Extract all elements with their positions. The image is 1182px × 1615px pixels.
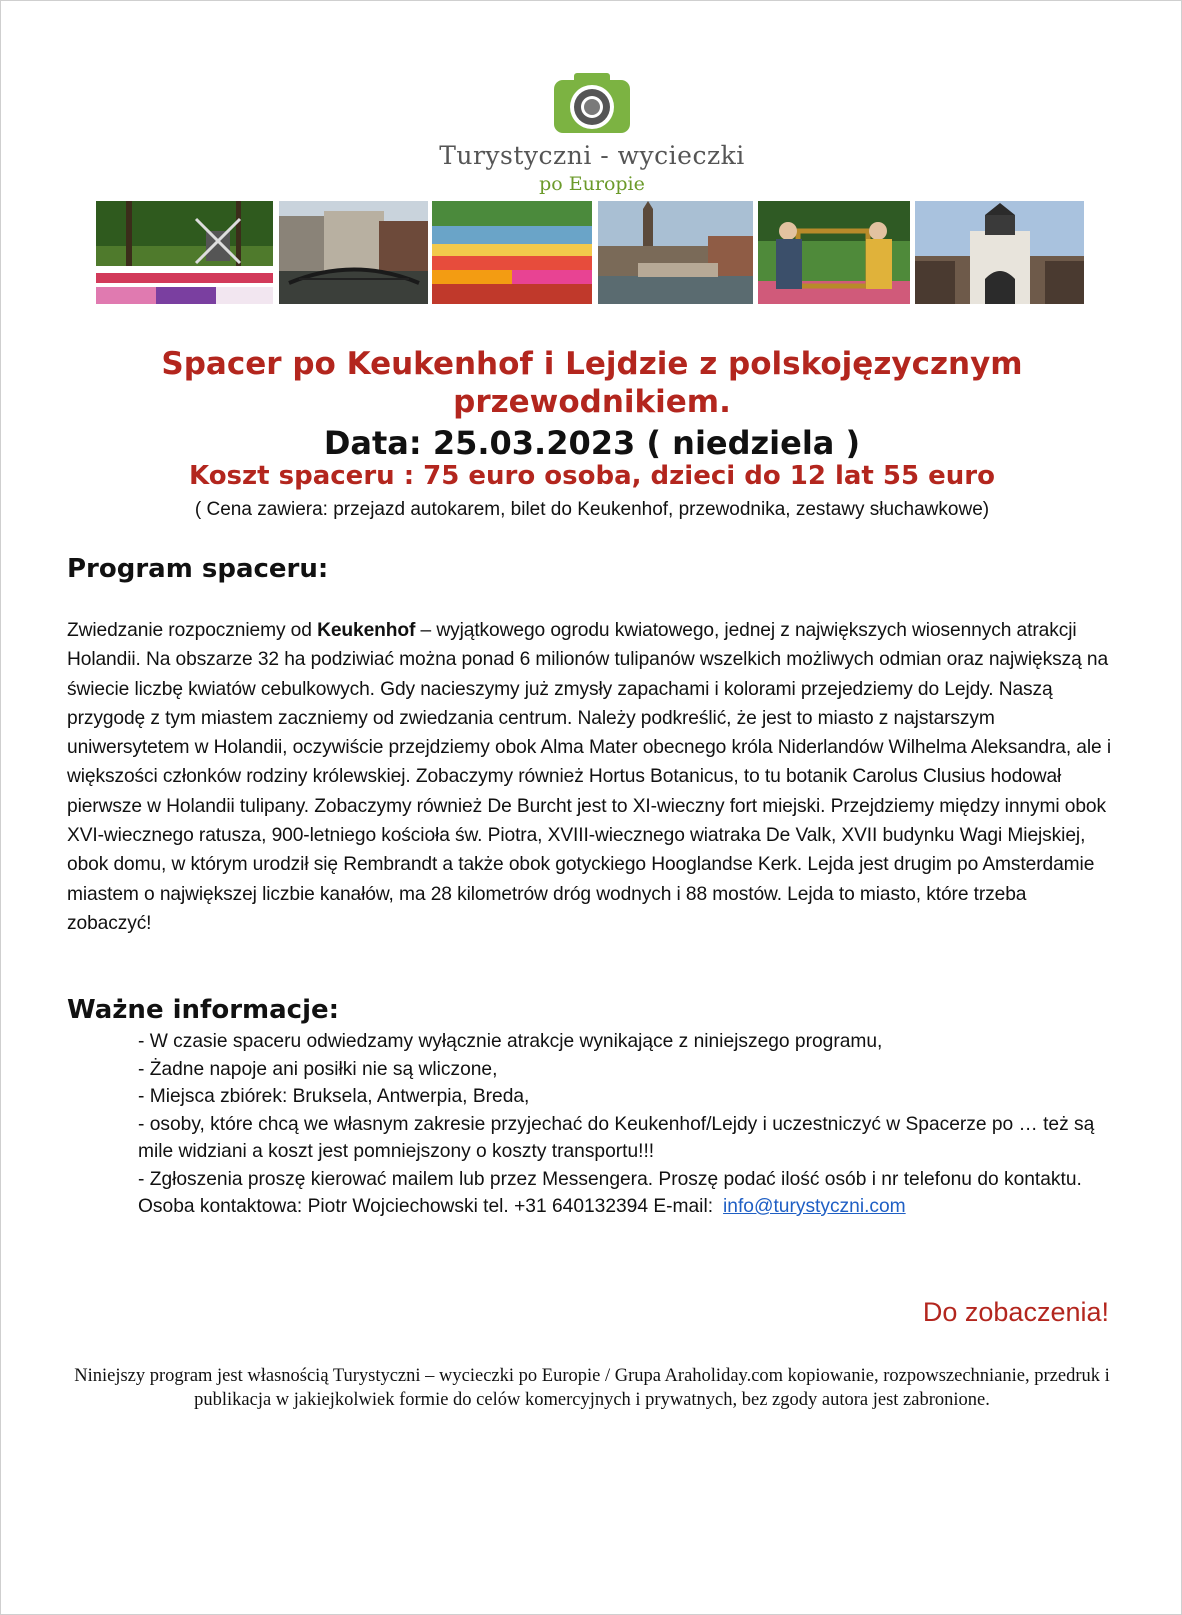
tour-cost: Koszt spaceru : 75 euro osoba, dzieci do 12 lat 55 euro xyxy=(189,461,995,491)
leiden-canal-church-photo xyxy=(598,201,753,304)
leiden-canal-bridge-photo xyxy=(279,201,428,304)
info-heading: Ważne informacje: xyxy=(67,995,340,1025)
tour-title: Spacer po Keukenhof i Lejdzie z polskojęzycznym przewodnikiem. xyxy=(161,346,1023,420)
program-text: – wyjątkowego ogrodu kwiatowego, jednej z największych wiosennych atrakcji Holandii. Na obszarze 32 ha podziwiać można ponad 6 milionów tulipanów wszelkich możliwych odmian oraz największą na świecie liczbę kwiatów cebulkowych. Gdy nacieszymy już zmysły zapachami i kolorami przejedziemy do Lejdy. Naszą przygodę z tym miastem zaczniemy od zwiedzania centrum. Należy podkreślić, że jest to miasto z najstarszym uniwersytetem w Holandii, oczywiście przejdziemy obok Alma Mater obecnego króla Niderlandów Wilhelma Aleksandra, ale i większości członków rodziny królewskiej. Zobaczymy również Hortus Botanicus, to tu botanik Carolus Clusius hodował pierwsze w Holandii tulipany. Zobaczymy również De Burcht jest to XI-wieczny fort miejski. Przejdziemy między innymi obok XVI-wiecznego ratusza, 900-letniego kościoła św. Piotra, XVIII-wiecznego wiatraka De Valk, XVII budynku Wagi Miejskiej, obok domu, w którym urodził się Rembrandt a także obok gotyckiego Hooglandse Kerk. Lejda jest drugim po Amsterdamie miastem o największej liczbie kanałów, ma 28 kilometrów dróg wodnych i 88 mostów. Lejda to miasto, które trzeba zobaczyć! xyxy=(67,620,1111,934)
info-item: - W czasie spaceru odwiedzamy wyłącznie atrakcje wynikające z niniejszego programu, xyxy=(138,1031,883,1052)
brand-logo xyxy=(1,71,1182,135)
tour-date: Data: 25.03.2023 ( niedziela ) xyxy=(323,424,861,462)
price-includes-note: ( Cena zawiera: przejazd autokarem, bilet do Keukenhof, przewodnika, zestawy słuchawkowe) xyxy=(194,499,990,520)
info-list xyxy=(138,1028,1108,1221)
copyright-footer: Niniejszy program jest własnością Turystyczni – wycieczki po Europie / Grupa Araholiday.com kopiowanie, rozpowszechnianie, przedruk i publikacja w jakiejkolwiek formie do celów komercyjnych i prywatnych, bez zgody autora jest zabronione. xyxy=(74,1366,1110,1410)
windmill-tulips-photo xyxy=(96,201,273,304)
info-item: - Żadne napoje ani posiłki nie są wliczone, xyxy=(138,1058,498,1080)
brand-tagline: po Europie xyxy=(539,173,645,195)
program-highlight-keukenhof: Keukenhof xyxy=(317,620,416,641)
info-item: - Miejsca zbiórek: Bruksela, Antwerpia, Breda, xyxy=(138,1086,530,1107)
brand-name: Turystyczni - wycieczki xyxy=(439,141,745,170)
contact-line xyxy=(138,1193,1108,1221)
photo-strip xyxy=(96,201,1084,304)
morspoort-gate-photo xyxy=(915,201,1084,304)
info-item: - osoby, które chcą we własnym zakresie przyjechać do Keukenhof/Lejdy i uczestniczyć w Spacerze po … też są mile widziani a koszt jest pomniejszony o koszty transportu!!! xyxy=(138,1113,1095,1162)
info-item: - Zgłoszenia proszę kierować mailem lub przez Messengera. Proszę podać ilość osób i nr telefonu do kontaktu. xyxy=(138,1168,1082,1190)
email-link[interactable]: info@turystyczni.com xyxy=(723,1196,906,1217)
women-in-costume-frame-photo xyxy=(758,201,910,304)
contact-person: Osoba kontaktowa: Piotr Wojciechowski tel. +31 640132394 E-mail: xyxy=(138,1196,714,1217)
program-intro: Zwiedzanie rozpoczniemy od xyxy=(67,620,318,641)
goodbye-text: Do zobaczenia! xyxy=(922,1297,1109,1327)
keukenhof-tulip-field-photo xyxy=(432,201,592,304)
program-description xyxy=(67,616,1113,938)
camera-icon xyxy=(552,71,632,135)
program-heading: Program spaceru: xyxy=(67,554,329,584)
